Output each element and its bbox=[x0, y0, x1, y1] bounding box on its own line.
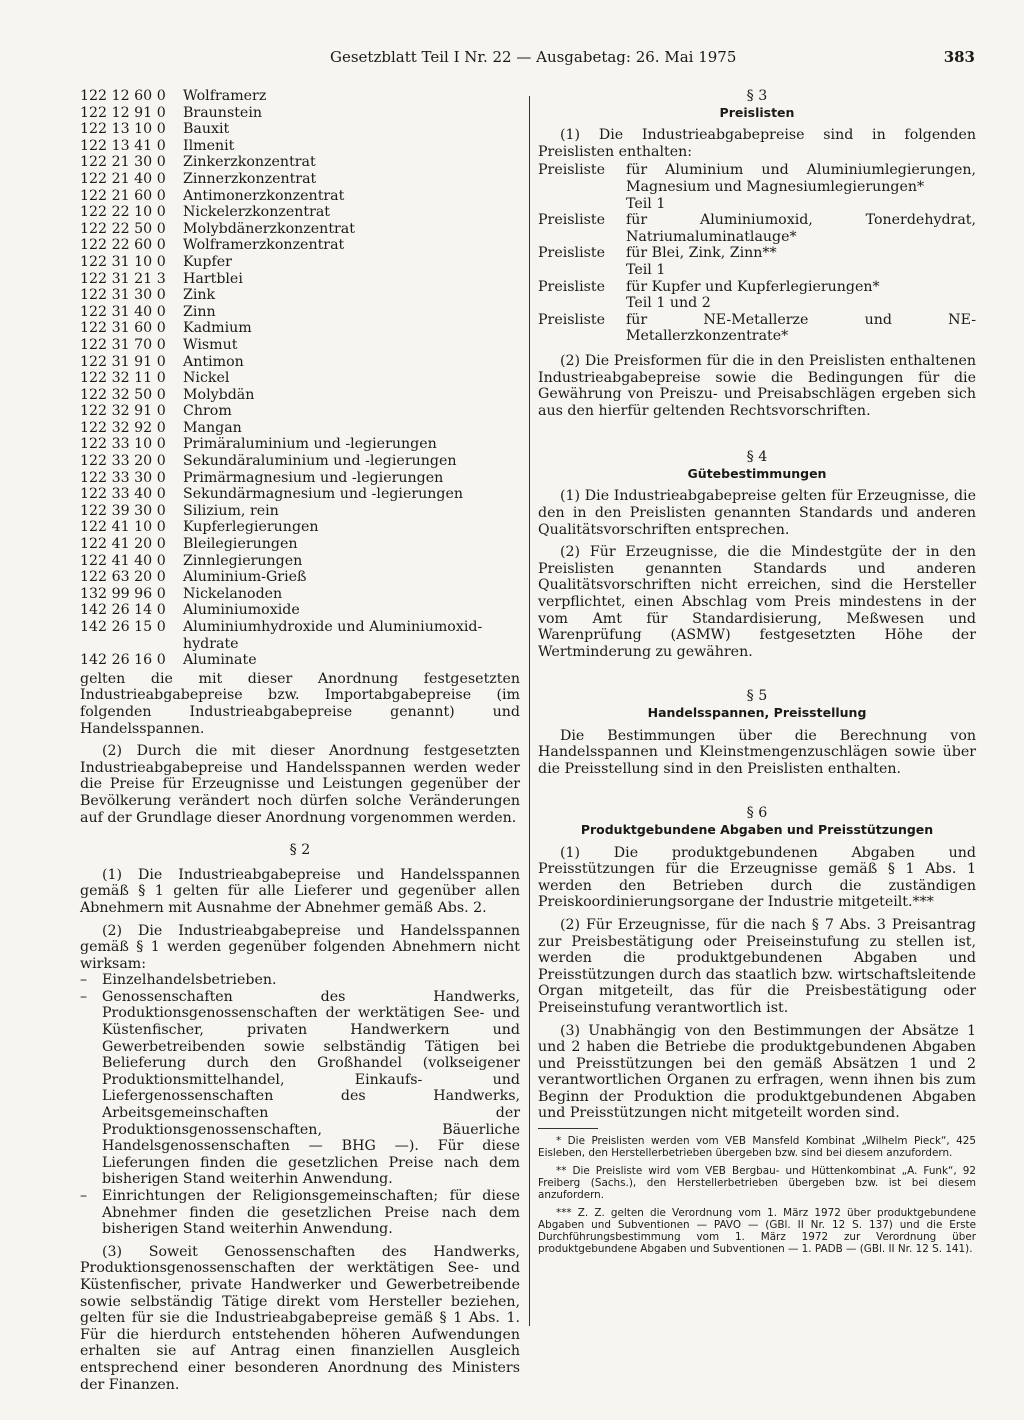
pricelist-label: Preisliste bbox=[538, 162, 605, 179]
material-row bbox=[80, 569, 520, 586]
pricelist-line: Teil 1 bbox=[626, 261, 666, 278]
section-4-title: Gütebestimmungen bbox=[687, 465, 827, 481]
material-code: 122 32 91 0 bbox=[80, 403, 166, 420]
material-name: Bleilegierungen bbox=[183, 536, 298, 553]
material-code: 122 41 10 0 bbox=[80, 519, 166, 536]
paragraph-6-3: (3) Unabhängig von den Bestimmungen der Absätze 1 und 2 haben die Betriebe die produktgebundenen Abgaben und Preisstützungen bei den gemäß Absätzen 1 und 2 verantwortlichen Organen zu erfragen, wenn ihnen bis zum Beginn der Produktion die produktgebundenen Abgaben und Preisstützungen nicht mitgeteilt worden sind. bbox=[538, 1022, 976, 1122]
footnote: *** Z. Z. gelten die Verordnung vom 1. März 1972 über produktgebundene Abgaben und Subventionen — PAVO — (GBl. II Nr. 12 S. 137) und die Erste Durchführungsbestimmung vom 1. März 1972 zur Verordnung über produktgebundene Abgaben und Subventionen — 1. PADB — (GBl. II Nr. 12 S. 141). bbox=[538, 1207, 976, 1256]
dash-item bbox=[80, 972, 520, 989]
pricelist-description bbox=[626, 162, 976, 212]
right-column bbox=[538, 88, 976, 1261]
material-code: 122 31 40 0 bbox=[80, 303, 166, 320]
paragraph-2-1: (1) Die Industrieabgabepreise und Handelsspannen gemäß § 1 gelten für alle Lieferer und gegenüber allen Abnehmern mit Ausnahme der Abnehmer gemäß Abs. 2. bbox=[80, 866, 520, 916]
material-row bbox=[80, 304, 520, 321]
paragraph-3-1: (1) Die Industrieabgabepreise sind in folgenden Preislisten enthalten: bbox=[538, 127, 976, 160]
pricelist-description bbox=[626, 279, 976, 312]
material-row bbox=[80, 602, 520, 619]
section-5-title: Handelsspannen, Preisstellung bbox=[647, 705, 867, 720]
material-code: 122 22 60 0 bbox=[80, 237, 166, 254]
material-code: 142 26 16 0 bbox=[80, 652, 166, 669]
material-code: 122 31 10 0 bbox=[80, 253, 166, 270]
footnote: ** Die Preisliste wird vom VEB Bergbau- und Hüttenkombinat „A. Funk“, 92 Freiberg (Sachs.), den Herstellerbetrieben übergeben bzw. ist bei diesem anzufordern. bbox=[538, 1165, 976, 1202]
dash-item bbox=[80, 989, 520, 1188]
pricelist-list bbox=[538, 162, 976, 345]
left-column bbox=[80, 88, 520, 1399]
section-5-number: § 5 bbox=[746, 688, 768, 705]
pricelist-line: Teil 1 und 2 bbox=[626, 295, 711, 312]
paragraph-5: Die Bestimmungen über die Berechnung von Handelsspannen und Kleinstmengenzuschlägen sowie über die Preisstellung sind in den Preislisten enthalten. bbox=[538, 727, 976, 777]
material-name: Antimonerzkonzentrat bbox=[183, 187, 345, 204]
material-code: 122 32 11 0 bbox=[80, 370, 166, 387]
dash-item-text: Einrichtungen der Religionsgemeinschaften; für diese Abnehmer finden die gesetzlichen Preise nach dem bisherigen Stand weiterhin Anwendung. bbox=[102, 1188, 520, 1238]
material-name: Silizium, rein bbox=[183, 502, 279, 519]
material-code: 122 21 60 0 bbox=[80, 187, 166, 204]
pricelist-label: Preisliste bbox=[538, 212, 605, 229]
material-row bbox=[80, 171, 520, 188]
pricelist-line: für Aluminiumoxid, Tonerdehydrat, Natriumaluminatlauge* bbox=[626, 212, 976, 245]
page-number: 383 bbox=[943, 48, 975, 66]
paragraph-4-1: (1) Die Industrieabgabepreise gelten für Erzeugnisse, die den in den Preislisten genannten Standards und anderen Qualitätsvorschriften entsprechen. bbox=[538, 488, 976, 538]
paragraph-6-2: (2) Für Erzeugnisse, für die nach § 7 Abs. 3 Preisantrag zur Preisbestätigung oder Preiseinstufung zu stellen ist, werden die produktgebundenen Abgaben und Preisstützungen durch das staatlich bzw. wirtschaftsleitende Organ mitgeteilt, das für die Preisbestätigung oder Preiseinstufung verantwortlich ist. bbox=[538, 916, 976, 1016]
material-code: 142 26 14 0 bbox=[80, 602, 166, 619]
material-row bbox=[80, 536, 520, 553]
material-row bbox=[80, 105, 520, 122]
section-2-number: § 2 bbox=[289, 842, 311, 859]
material-name: Ilmenit bbox=[183, 137, 235, 154]
paragraph-4-2: (2) Für Erzeugnisse, die die Mindestgüte der in den Preislisten genannten Standards und anderen Qualitätsvorschriften nicht erreichen, sind die Hersteller verpflichtet, einen Abschlag vom Preis mindestens in der vom Amt für Standardisierung, Meßwesen und Warenprüfung (ASMW) festgesetzten Höhe der Wertminderung zu gewähren. bbox=[538, 544, 976, 660]
pricelist-label: Preisliste bbox=[538, 278, 605, 295]
material-row bbox=[80, 387, 520, 404]
material-row bbox=[80, 154, 520, 171]
pricelist-row bbox=[538, 212, 976, 245]
material-name: Zinn bbox=[183, 303, 216, 320]
material-row bbox=[80, 403, 520, 420]
pricelist-row bbox=[538, 279, 976, 312]
material-code: 122 21 40 0 bbox=[80, 170, 166, 187]
material-name: Braunstein bbox=[183, 104, 262, 121]
dash-mark: – bbox=[80, 988, 88, 1005]
material-row bbox=[80, 503, 520, 520]
paragraph-2-2: (2) Die Industrieabgabepreise und Handelsspannen gemäß § 1 werden gegenüber folgenden Abnehmern nicht wirksam: bbox=[80, 922, 520, 972]
material-code: 122 63 20 0 bbox=[80, 569, 166, 586]
material-row bbox=[80, 370, 520, 387]
material-code: 122 33 30 0 bbox=[80, 469, 166, 486]
material-code: 132 99 96 0 bbox=[80, 585, 166, 602]
material-row bbox=[80, 553, 520, 570]
material-name: Primärmagnesium und -legierungen bbox=[183, 469, 444, 486]
material-code: 122 31 70 0 bbox=[80, 336, 166, 353]
paragraph-2-3: (3) Soweit Genossenschaften des Handwerks, Produktionsgenossenschaften der werktätigen See- und Küstenfischer, private Handwerker und Gewerbetreibende sowie selbständig Tätige direkt vom Hersteller beziehen, gelten für sie die Industrieabgabepreise gemäß § 1 Abs. 1. Für die hierdurch entstehenden höheren Aufwendungen erhalten sie auf Antrag einen finanziellen Ausgleich entsprechend einer besonderen Anordnung des Ministers der Finanzen. bbox=[80, 1243, 520, 1393]
footnote: * Die Preislisten werden vom VEB Mansfeld Kombinat „Wilhelm Pieck“, 425 Eisleben, den Herstellerbetrieben übergeben bzw. sind bei diesem anzufordern. bbox=[538, 1135, 976, 1160]
material-name: Zinnlegierungen bbox=[183, 552, 303, 569]
material-row bbox=[80, 237, 520, 254]
material-name: Mangan bbox=[183, 419, 242, 436]
material-row bbox=[80, 436, 520, 453]
material-code: 122 13 10 0 bbox=[80, 121, 166, 138]
material-name: Hartblei bbox=[183, 270, 243, 287]
material-name: Wolframerzkonzentrat bbox=[183, 237, 345, 254]
pricelist-label: Preisliste bbox=[538, 245, 605, 262]
material-row bbox=[80, 652, 520, 669]
material-name: Kupfer bbox=[183, 253, 232, 270]
pricelist-line: für Aluminium und Aluminiumlegierungen, Magnesium und Magnesiumlegierungen* bbox=[626, 162, 976, 195]
dash-mark: – bbox=[80, 972, 88, 989]
pricelist-line: für NE-Metallerze und NE-Metallerzkonzentrate* bbox=[626, 311, 976, 345]
paragraph-1-2: (2) Durch die mit dieser Anordnung festgesetzten Industrieabgabepreise und Handelsspannen werden weder die Preise für Erzeugnisse und Leistungen gegenüber der Bevölkerung verändert noch dürfen solche Veränderungen auf der Grundlage dieser Anordnung vorgenommen werden. bbox=[80, 743, 520, 826]
material-code: 122 21 30 0 bbox=[80, 154, 166, 171]
paragraph-6-1: (1) Die produktgebundenen Abgaben und Preisstützungen für die Erzeugnisse gemäß § 1 Abs. 1 werden den Betrieben durch die zuständigen Preiskoordinierungsorgane der Industrie mitgeteilt.*** bbox=[538, 844, 976, 911]
material-code: 122 33 40 0 bbox=[80, 486, 166, 503]
material-row bbox=[80, 320, 520, 337]
material-row bbox=[80, 204, 520, 221]
material-name: Wolframerz bbox=[183, 88, 267, 104]
section-3-title: Preislisten bbox=[719, 104, 795, 120]
section-6-title: Produktgebundene Abgaben und Preisstützungen bbox=[580, 821, 934, 837]
material-name: Sekundärmagnesium und -legierungen bbox=[183, 486, 464, 503]
material-row bbox=[80, 420, 520, 437]
section-4-number: § 4 bbox=[746, 449, 768, 466]
pricelist-line: für Blei, Zink, Zinn** bbox=[626, 245, 777, 262]
material-name: Nickel bbox=[183, 370, 230, 387]
material-row bbox=[80, 287, 520, 304]
material-code: 122 13 41 0 bbox=[80, 137, 166, 154]
material-name: Primäraluminium und -legierungen bbox=[183, 436, 437, 453]
material-code: 122 31 60 0 bbox=[80, 320, 166, 337]
material-code: 122 22 50 0 bbox=[80, 220, 166, 237]
material-row bbox=[80, 271, 520, 288]
material-name: Zink bbox=[183, 287, 216, 304]
material-row bbox=[80, 586, 520, 603]
material-code: 122 31 21 3 bbox=[80, 270, 166, 287]
material-code: 122 32 50 0 bbox=[80, 386, 166, 403]
material-row bbox=[80, 470, 520, 487]
material-row bbox=[80, 221, 520, 238]
material-row bbox=[80, 138, 520, 155]
material-code: 122 41 40 0 bbox=[80, 552, 166, 569]
material-code: 122 33 10 0 bbox=[80, 436, 166, 453]
page-header bbox=[80, 48, 975, 72]
dash-item-text: Genossenschaften des Handwerks, Produktionsgenossenschaften der werktätigen See- und Küstenfischer, privaten Handwerkern und Gewerbetreibenden sowie selbständig Tätigen bei Belieferung durch den Großhandel (volkseigener Produktionsmittelhandel, Einkaufs- und Liefergenossenschaften des Handwerks, Arbeitsgemeinschaften der Produktionsgenossenschaften, Bäuerliche Handelsgenossenschaften — BHG —). Für diese Lieferungen finden die gesetzlichen Preise nach dem bisherigen Stand weiterhin Anwendung. bbox=[102, 988, 520, 1188]
material-row bbox=[80, 188, 520, 205]
pricelist-row bbox=[538, 245, 976, 278]
material-name: Zinnerzkonzentrat bbox=[183, 170, 317, 187]
pricelist-line: Teil 1 bbox=[626, 195, 666, 212]
material-name: Molybdän bbox=[183, 386, 255, 403]
material-name: Aluminium-Grieß bbox=[183, 569, 307, 586]
material-name: Molybdänerzkonzentrat bbox=[183, 220, 355, 237]
dash-item-text: Einzelhandelsbetrieben. bbox=[102, 972, 277, 989]
material-name: Wismut bbox=[183, 336, 238, 353]
material-code: 122 12 91 0 bbox=[80, 104, 166, 121]
column-divider bbox=[529, 96, 530, 1326]
gazette-title: Gesetzblatt Teil I Nr. 22 — Ausgabetag: 26. Mai 1975 bbox=[330, 48, 737, 66]
material-code: 122 12 60 0 bbox=[80, 88, 166, 104]
material-name: Nickelerzkonzentrat bbox=[183, 204, 331, 221]
material-code: 122 39 30 0 bbox=[80, 502, 166, 519]
material-row bbox=[80, 254, 520, 271]
pricelist-line: für Kupfer und Kupferlegierungen* bbox=[626, 278, 880, 295]
material-name: Antimon bbox=[183, 353, 244, 370]
material-row bbox=[80, 453, 520, 470]
material-name: Kupferlegierungen bbox=[183, 519, 319, 536]
material-name: Aluminiumhydroxide und Aluminiumoxid-hydrate bbox=[183, 619, 483, 652]
material-name: Chrom bbox=[183, 403, 232, 420]
material-row bbox=[80, 354, 520, 371]
pricelist-label: Preisliste bbox=[538, 311, 605, 328]
pricelist-row bbox=[538, 162, 976, 212]
material-name: Aluminiumoxide bbox=[183, 602, 300, 619]
material-code: 122 32 92 0 bbox=[80, 419, 166, 436]
material-code: 122 33 20 0 bbox=[80, 453, 166, 470]
material-row bbox=[80, 88, 520, 105]
paragraph-1-1-end: gelten die mit dieser Anordnung festgesetzten Industrieabgabepreise bzw. Importabgabepreise (im folgenden Industrieabgabepreise genannt) und Handelsspannen. bbox=[80, 670, 520, 737]
material-row bbox=[80, 519, 520, 536]
pricelist-description bbox=[626, 212, 976, 245]
material-code: 122 22 10 0 bbox=[80, 204, 166, 221]
material-code: 142 26 15 0 bbox=[80, 619, 166, 635]
section-3-number: § 3 bbox=[746, 88, 768, 104]
dash-mark: – bbox=[80, 1188, 88, 1204]
material-code: 122 31 30 0 bbox=[80, 287, 166, 304]
material-name: Aluminate bbox=[183, 652, 257, 669]
section-6-number: § 6 bbox=[746, 805, 768, 822]
material-name: Sekundäraluminium und -legierungen bbox=[183, 453, 457, 470]
material-name: Bauxit bbox=[183, 121, 230, 138]
paragraph-3-2: (2) Die Preisformen für die in den Preislisten enthaltenen Industrieabgabepreise sowie die Bedingungen für die Gewährung von Preiszu- und Preisabschlägen ergeben sich aus den hierfür geltenden Rechtsvorschriften. bbox=[538, 352, 976, 419]
materials-list bbox=[80, 88, 520, 669]
material-name: Kadmium bbox=[183, 320, 252, 337]
pricelist-description bbox=[626, 245, 976, 278]
material-row bbox=[80, 337, 520, 354]
pricelist-row bbox=[538, 312, 976, 345]
footnote-rule bbox=[538, 1128, 598, 1129]
material-name: Zinkerzkonzentrat bbox=[183, 154, 316, 171]
material-code: 122 41 20 0 bbox=[80, 536, 166, 553]
pricelist-description bbox=[626, 312, 976, 345]
material-row bbox=[80, 619, 520, 652]
material-row bbox=[80, 486, 520, 503]
material-code: 122 31 91 0 bbox=[80, 353, 166, 370]
material-row bbox=[80, 121, 520, 138]
dash-item bbox=[80, 1188, 520, 1238]
material-name: Nickelanoden bbox=[183, 585, 283, 602]
